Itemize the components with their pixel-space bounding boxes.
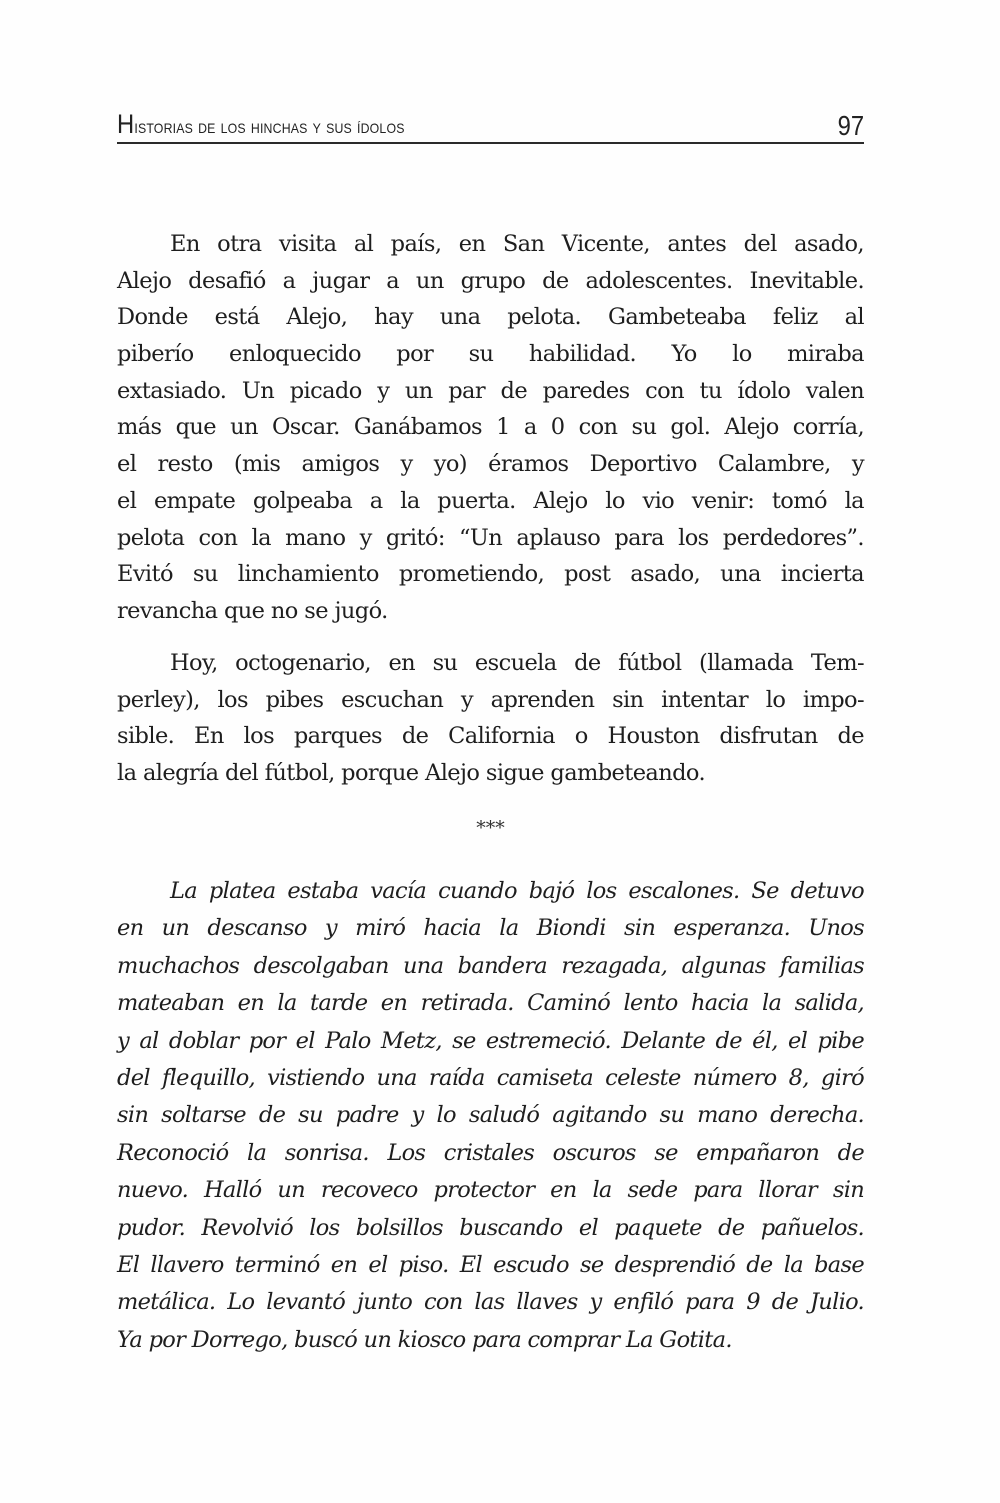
text-line: piberío enloquecido por su habilidad. Yo lo miraba [117,341,864,368]
paragraph-2 [117,645,864,792]
text-line: muchachos descolgaban una bandera rezagada, algunas familias [117,952,864,979]
text-line: Alejo desafió a jugar a un grupo de adolescentes. Inevitable. [117,267,864,294]
text-line: pelota con la mano y gritó: “Un aplauso para los perdedores”. [117,524,864,551]
text-line: en un descanso y miró hacia la Biondi sin esperanza. Unos [117,915,864,942]
text-line: metálica. Lo levantó junto con las llaves y enfiló para 9 de Julio. [117,1289,864,1316]
running-header [117,104,864,144]
text-line: La platea estaba vacía cuando bajó los escalones. Se detuvo [170,878,864,904]
running-title [117,111,405,142]
text-line: En otra visita al país, en San Vicente, antes del asado, [170,231,864,257]
text-line: El llavero terminó en el piso. El escudo se desprendió de la base [117,1251,864,1278]
text-line: Ya por Dorrego, buscó un kiosco para comprar La Gotita. [117,1326,732,1353]
text-line: pudor. Revolvió los bolsillos buscando el paquete de pañuelos. [117,1214,864,1241]
text-line: extasiado. Un picado y un par de paredes con tu ídolo valen [117,377,864,404]
text-line: el resto (mis amigos y yo) éramos Deportivo Calambre, y [117,451,864,478]
text-line: del flequillo, vistiendo una raída camiseta celeste número 8, giró [117,1064,864,1091]
text-line: mateaban en la tarde en retirada. Caminó lento hacia la salida, [117,990,864,1017]
text-line: Donde está Alejo, hay una pelota. Gambeteaba feliz al [117,304,864,331]
text-line: nuevo. Halló un recoveco protector en la sede para llorar sin [117,1177,864,1204]
text-line: Evitó su linchamiento prometiendo, post asado, una incierta [117,561,864,588]
text-line: sible. En los parques de California o Houston disfrutan de [117,723,864,750]
text-line: sin soltarse de su padre y lo saludó agitando su mano derecha. [117,1102,864,1129]
paragraph-1 [117,226,864,630]
text-line: revancha que no se jugó. [117,597,388,624]
text-line: la alegría del fútbol, porque Alejo sigue gambeteando. [117,760,706,787]
section-separator: *** [476,817,505,839]
text-line: Hoy, octogenario, en su escuela de fútbol (llamada Tem- [170,650,864,676]
text-line: el empate golpeaba a la puerta. Alejo lo vio venir: tomó la [117,487,864,514]
text-line: Reconoció la sonrisa. Los cristales oscuros se empañaron de [117,1139,864,1166]
page-number: 97 [837,110,864,141]
text-line: más que un Oscar. Ganábamos 1 a 0 con su gol. Alejo corría, [117,414,864,441]
italic-paragraph [117,873,864,1359]
running-title-initial: H [117,109,135,139]
running-title-text: istorias de los hinchas y sus ídolos [134,116,405,138]
text-line: perley), los pibes escuchan y aprenden sin intentar lo impo- [117,686,864,713]
text-line: y al doblar por el Palo Metz, se estremeció. Delante de él, el pibe [117,1027,864,1054]
